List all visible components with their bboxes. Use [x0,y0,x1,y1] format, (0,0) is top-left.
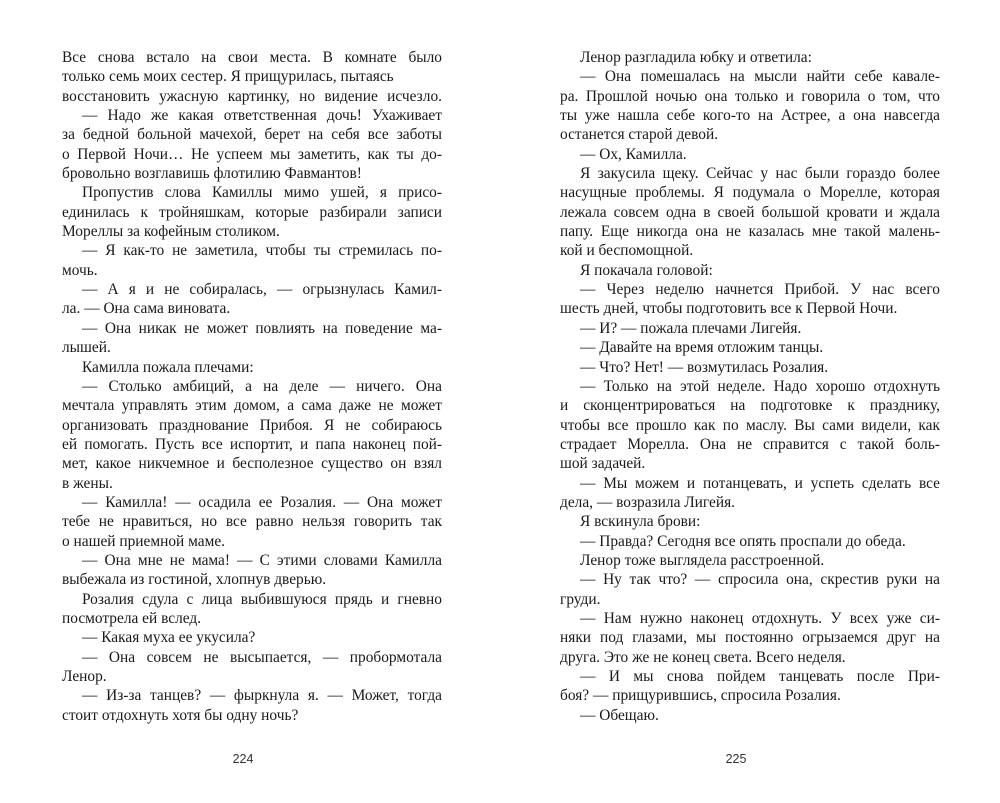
text-line: — Она совсем не высыпается, — пробормотала [82,648,442,666]
text-line: кой и беспомощной. [560,242,694,260]
text-line: Все снова встало на свои места. В комнате было [62,49,442,66]
text-line: Ленор разгладила юбку и ответила: [580,49,812,66]
text-line: — Она помешалась на мысли найти себе кавале- [580,68,940,86]
text-line: лышей. [62,339,111,357]
text-line: — Столько амбиций, а на деле — ничего. Она [82,377,442,395]
text-line: — Из-за танцев? — фыркнула я. — Может, тогда [82,687,442,705]
text-line: о Первой Ночи… Не успеем мы заметить, как ты до- [62,145,442,163]
text-line: — Надо же какая ответственная дочь! Ухаживает [82,107,442,125]
text-line: мечтала управлять этим домом, а сама даже не может [62,397,442,415]
text-line: — Ну так что? — спросила она, скрестив руки на [580,571,940,589]
text-line: — Ох, Камилла. [580,145,687,163]
text-line: — Через неделю начнется Прибой. У нас всего [580,281,940,299]
text-line: выбежала из гостиной, хлопнув дверью. [62,571,327,589]
text-line: посмотрела ей вслед. [62,609,202,627]
right-page [560,48,940,725]
text-line: в жены. [62,474,113,492]
text-line: Ленор тоже выглядела расстроенной. [580,551,825,569]
text-line: дела, — возразила Лигейя. [560,493,736,511]
text-line: Мореллы за кофейным столиком. [62,223,280,241]
text-line: Я вскинула брови: [580,513,701,531]
text-line: — Она мне не мама! — С этими словами Камилла [82,551,442,569]
text-line: Розалия сдула с лица выбившуюся прядь и гневно [82,590,442,608]
text-line: — Мы можем и потанцевать, и успеть сделать все [580,474,940,492]
text-line: лежала совсем одна в своей большой кровати и ждала [560,203,940,221]
text-line: няки под глазами, мы постоянно огрызаемся друг на [560,629,940,647]
text-line: организовать празднование Прибоя. Я не собираюсь [62,416,442,434]
text-line: восстановить ужасную картинку, но видение исчезло. [62,87,442,105]
text-line: — Я как-то не заметила, чтобы ты стремилась по- [82,242,442,260]
text-line: ей помогать. Пусть все испортит, и папа наконец пой- [62,435,442,453]
text-line: шой задачей. [560,455,646,473]
text-line: — Правда? Сегодня все опять проспали до обеда. [580,532,906,550]
text-line: боя? — прищурившись, спросила Розалия. [560,687,841,705]
text-line: — Нам нужно наконец отдохнуть. У всех уже си- [580,609,940,627]
text-line: мет, какое никчемное и бесполезное существо он взял [62,455,442,473]
text-line: — И? — пожала плечами Лигейя. [580,319,802,337]
text-line: — Давайте на время отложим танцы. [580,339,824,357]
text-line: Пропустив слова Камиллы мимо ушей, я присо- [82,184,442,202]
text-line: папу. Еще никогда она не казалась мне такой малень- [560,223,940,241]
text-line: — Что? Нет! — возмутилась Розалия. [580,358,829,376]
text-line: бровольно возглавишь флотилию Фавмантов! [62,165,362,183]
text-line: — Она никак не может повлиять на поведение ма- [82,319,442,337]
text-line: стоит отдохнуть хотя бы одну ночь? [62,706,299,724]
text-line: ра. Прошлой ночью она только и говорила о том, что [560,87,940,105]
text-line: Ленор. [62,668,107,685]
text-line: насущные проблемы. Я подумала о Морелле, которая [560,184,940,202]
text-line: ты уже нашла себе кого-то на Астрее, а она навсегда [560,107,940,125]
text-line: мочь. [62,261,98,279]
text-line: — Камилла! — осадила ее Розалия. — Она может [82,493,442,511]
text-line: только семь моих сестер. Я прищурилась, пытаясь [62,68,394,86]
text-line: — А я и не собиралась, — огрызнулась Камил- [82,281,442,299]
text-line: о нашей приемной маме. [62,532,226,550]
text-line: и сконцентрироваться на подготовке к празднику, [560,397,940,415]
page-number-left: 224 [232,752,254,766]
text-line: — Какая муха ее укусила? [82,629,256,647]
text-line: шесть дней, чтобы подготовить все к Первой Ночи. [560,300,898,318]
text-line: — Только на этой неделе. Надо хорошо отдохнуть [580,377,940,395]
text-line: Я покачала головой: [580,261,713,279]
text-line: страдает Морелла. Она не справится с такой боль- [560,435,940,453]
text-line: чтобы все прошло как по маслу. Вы сами видели, как [560,416,940,434]
text-line: друга. Это же не конец света. Всего неделя. [560,648,846,666]
text-line: — Обещаю. [580,706,659,724]
text-line: Камилла пожала плечами: [82,358,254,376]
left-page [62,48,442,725]
text-line: единилась к тройняшкам, которые разбирали записи [62,203,442,221]
text-line: останется старой девой. [560,126,719,144]
text-line: ла. — Она сама виновата. [62,300,231,318]
text-line: за бедной больной мачехой, берет на себя все заботы [62,126,442,144]
page-number-right: 225 [725,752,747,766]
text-line: тебе не нравиться, но все равно нельзя говорить так [62,513,442,531]
text-line: Я закусила щеку. Сейчас у нас были гораздо более [580,165,940,183]
text-line: груди. [560,590,601,608]
text-line: — И мы снова пойдем танцевать после При- [580,668,940,685]
